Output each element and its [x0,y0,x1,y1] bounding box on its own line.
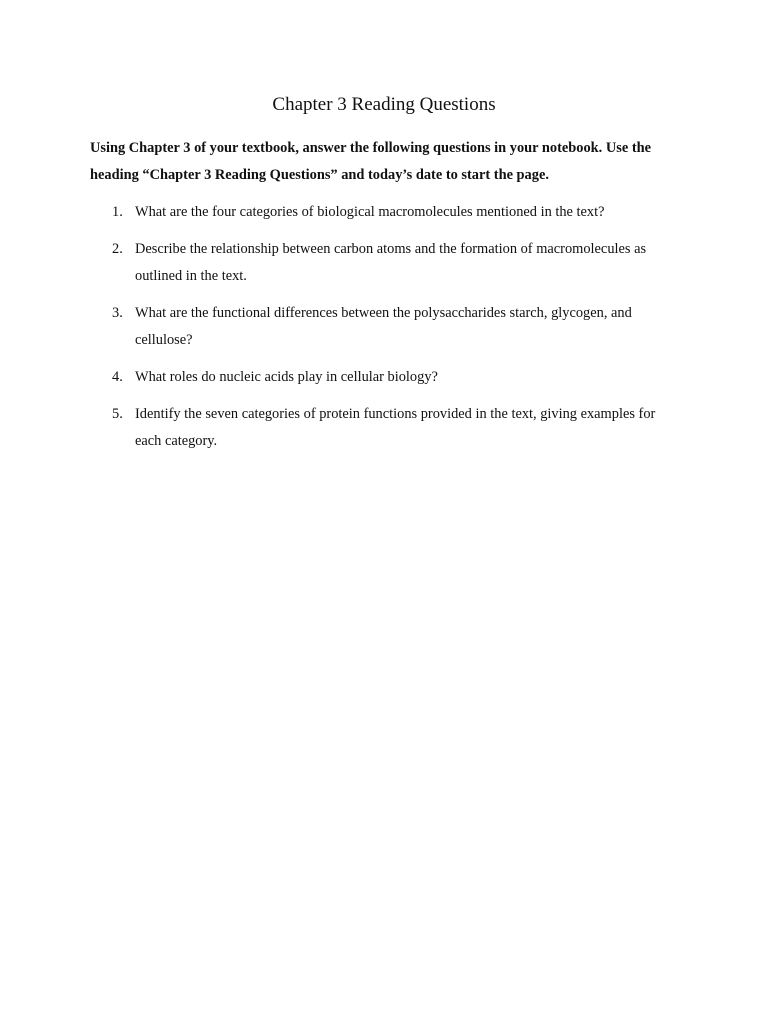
question-number: 5. [112,406,123,422]
question-list [90,199,680,465]
question-number: 4. [112,369,123,385]
question-text: Describe the relationship between carbon atoms and the formation of macromolecules as outlined in the text. [135,241,647,284]
question-text: Identify the seven categories of protein functions provided in the text, giving examples for each category. [135,406,656,449]
question-text: What are the functional differences between the polysaccharides starch, glycogen, and cellulose? [135,305,632,348]
question-number: 2. [112,241,123,257]
question-item [90,300,680,354]
question-item [90,199,680,226]
question-text: What roles do nucleic acids play in cellular biology? [135,369,438,385]
instructions-paragraph: Using Chapter 3 of your textbook, answer the following questions in your notebook. Use the heading “Chapter 3 Reading Questions” and today’s date to start the page. [90,140,652,183]
question-item [90,401,680,455]
question-text: What are the four categories of biological macromolecules mentioned in the text? [135,204,605,220]
question-number: 3. [112,305,123,321]
page-title: Chapter 3 Reading Questions [272,94,496,115]
question-item [90,364,680,391]
question-item [90,236,680,290]
question-number: 1. [112,204,123,220]
